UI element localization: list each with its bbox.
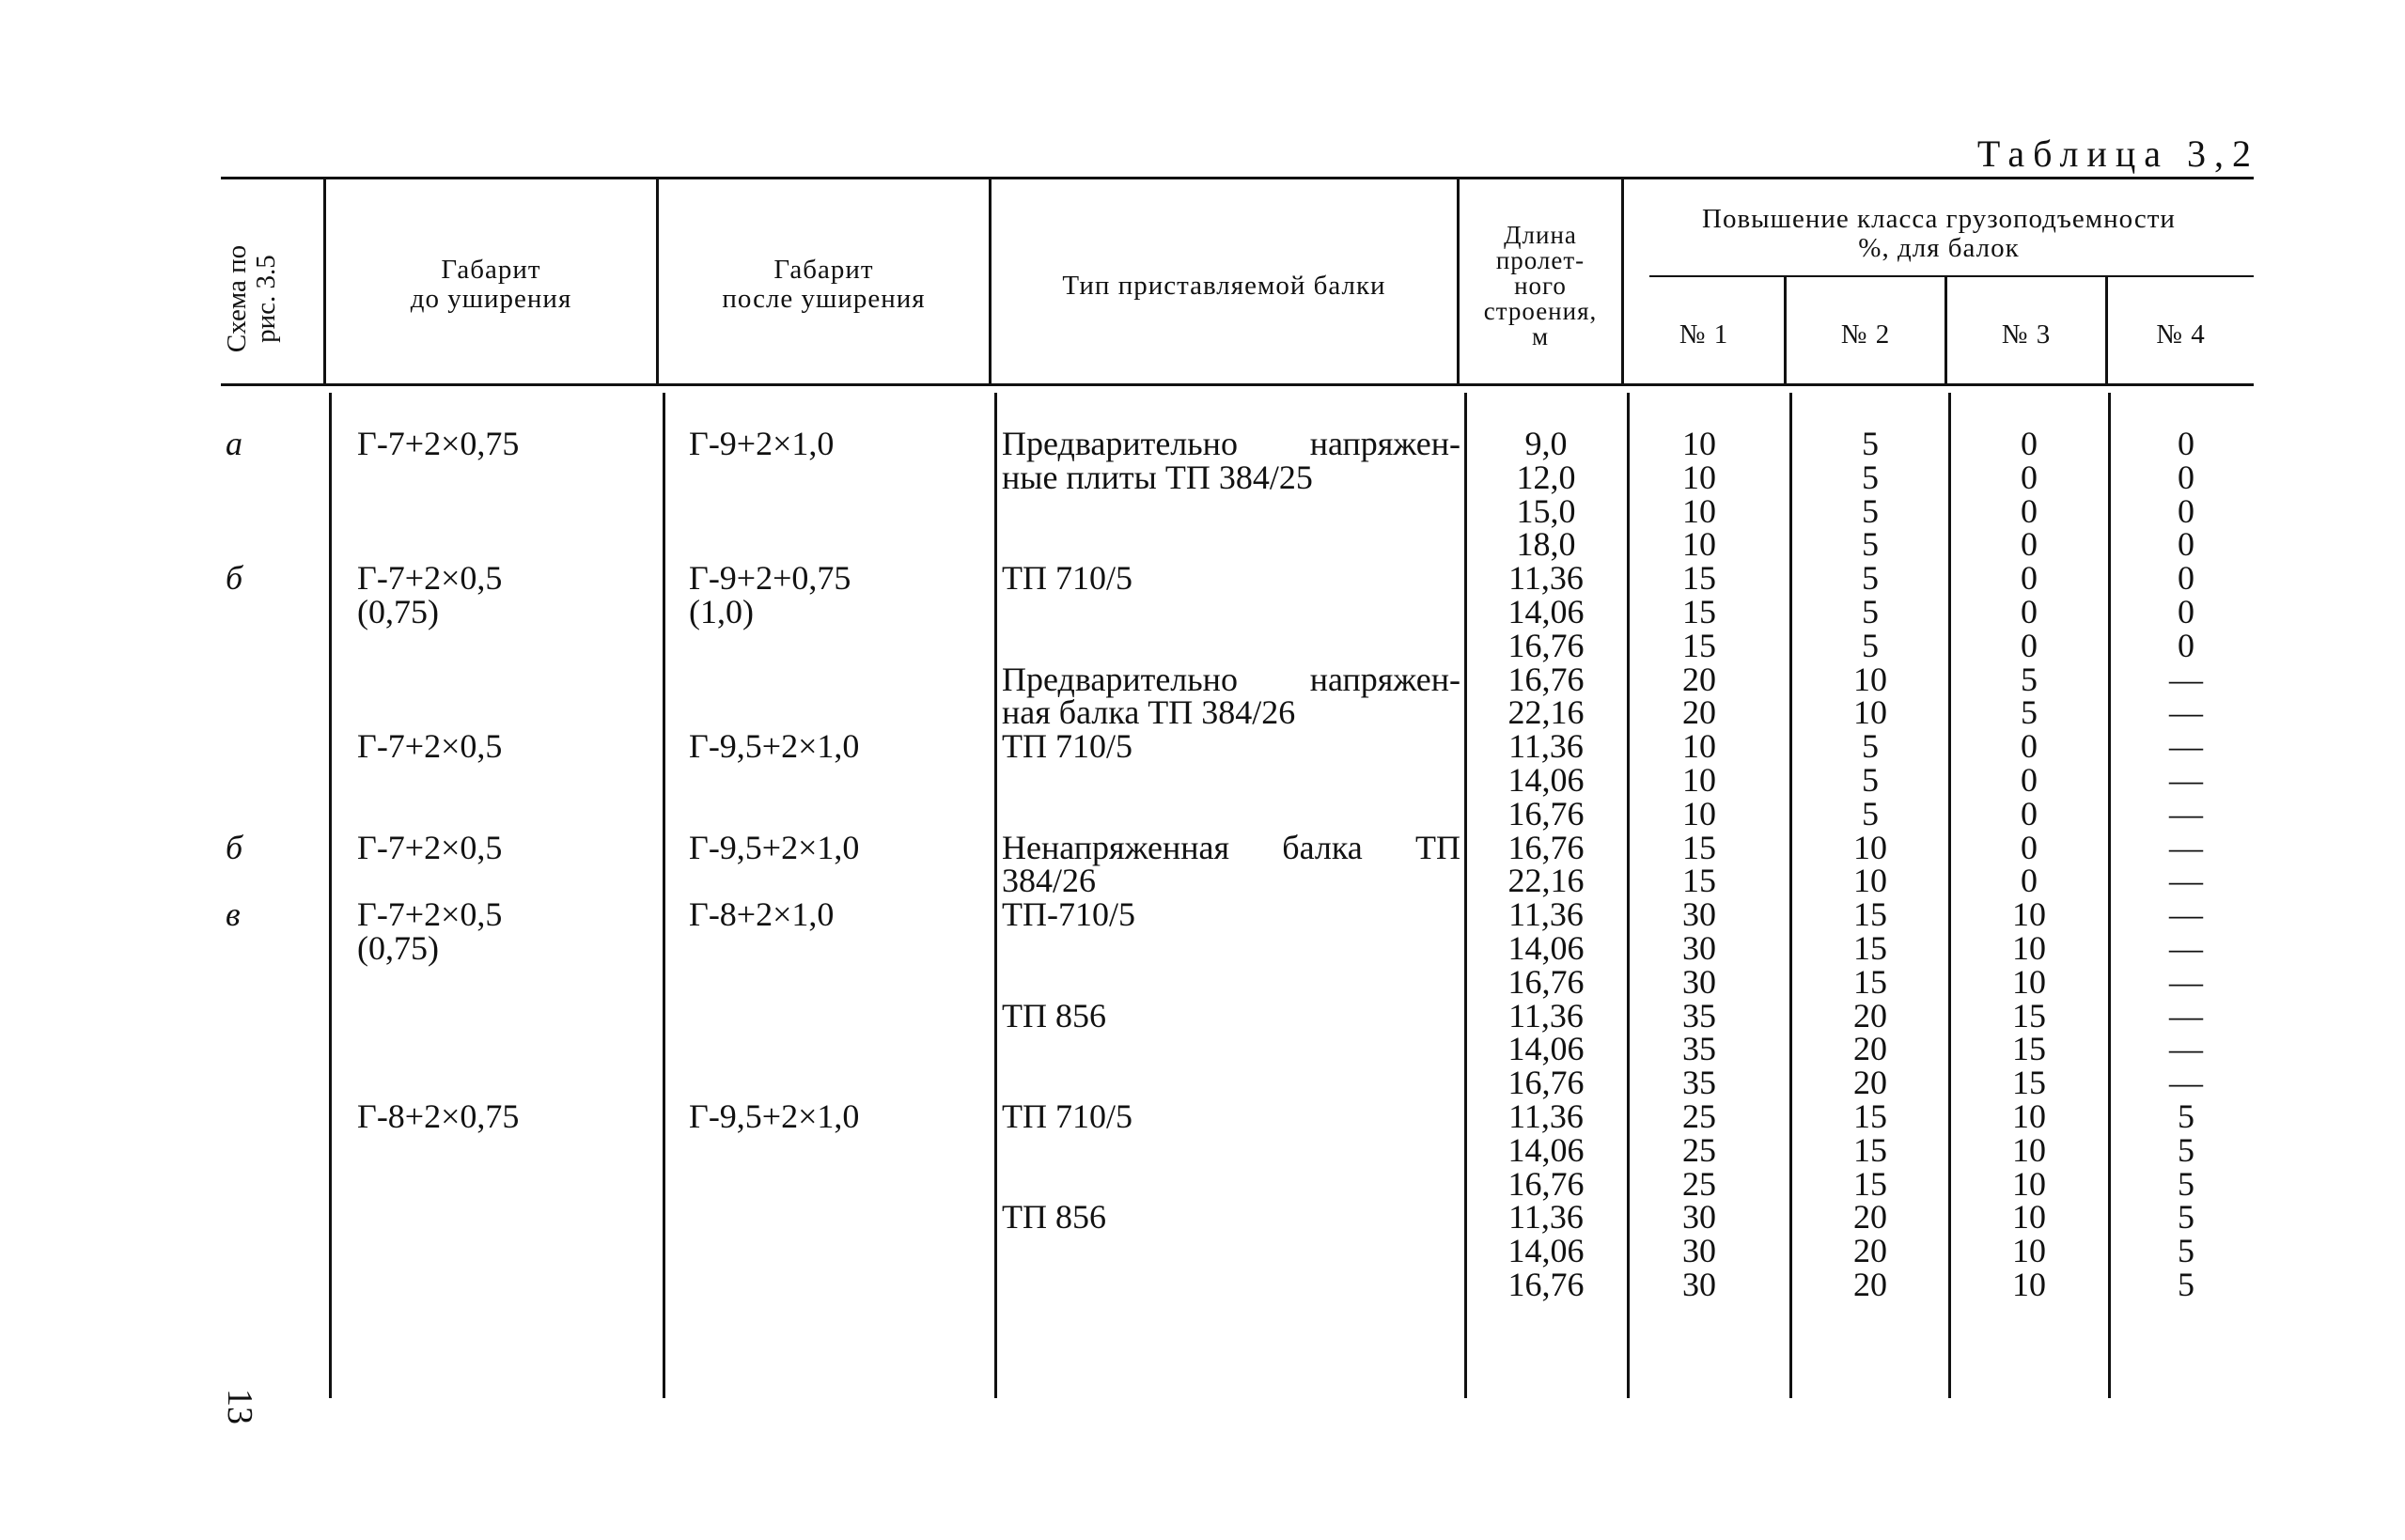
beam-n3-cell: 15	[2012, 1064, 2046, 1102]
beam-n2-cell: 5	[1862, 458, 1879, 496]
beam-n2-cell: 5	[1862, 593, 1879, 630]
beam-n1-cell: 35	[1682, 996, 1716, 1034]
beam-n2-cell: 10	[1853, 693, 1887, 732]
beam-n2-cell: 5	[1862, 761, 1879, 799]
beam-n3-cell: 0	[2021, 794, 2038, 832]
beam-n1-cell: 35	[1682, 1030, 1716, 1068]
beam-type-cell: ТП-710/5	[1002, 895, 1135, 934]
beam-type-cell: ные плиты ТП 384/25	[1002, 458, 1313, 496]
beam-n1-cell: 30	[1682, 962, 1716, 1001]
span-length-cell: 9,0	[1524, 425, 1568, 462]
beam-n4-cell: 5	[2178, 1266, 2194, 1303]
beam-n3-cell: 0	[2021, 559, 2038, 598]
beam-n2-cell: 20	[1853, 1198, 1887, 1237]
beam-n2-cell: 10	[1853, 660, 1887, 698]
beam-type-cell: ТП 710/5	[1002, 559, 1132, 598]
gabarit-after-cell: Г-9,5+2×1,0	[689, 828, 860, 866]
beam-n1-cell: 10	[1682, 525, 1716, 564]
span-length-cell: 16,76	[1507, 828, 1585, 866]
header-gabarit-after: Габарит после уширения	[722, 255, 926, 314]
beam-n2-cell: 20	[1853, 1030, 1887, 1068]
body-divider	[329, 393, 332, 1398]
beam-n3-cell: 10	[2012, 1164, 2046, 1203]
beam-type-cell: Предварительно напряжен-	[1002, 425, 1460, 462]
beam-n2-cell: 5	[1862, 727, 1879, 766]
scheme-cell: б	[226, 559, 243, 598]
beam-n2-cell: 15	[1853, 962, 1887, 1001]
beam-n3-cell: 0	[2021, 458, 2038, 496]
beam-n2-cell: 20	[1853, 1232, 1887, 1270]
gabarit-after-cell: Г-8+2×1,0	[689, 895, 835, 934]
gabarit-before-cell: Г-7+2×0,75	[357, 425, 520, 462]
beam-n2-cell: 5	[1862, 794, 1879, 832]
beam-n4-cell: 0	[2178, 593, 2194, 630]
beam-n2-cell: 5	[1862, 525, 1879, 564]
beam-n4-cell: —	[2169, 962, 2203, 1001]
span-length-cell: 14,06	[1507, 1232, 1585, 1270]
beam-type-cell: ТП 710/5	[1002, 727, 1132, 766]
beam-n3-cell: 10	[2012, 962, 2046, 1001]
beam-n1-cell: 10	[1682, 491, 1716, 530]
gabarit-before-cell: Г-7+2×0,5	[357, 895, 503, 934]
beam-n4-cell: 5	[2178, 1164, 2194, 1203]
gabarit-after-cell: Г-9+2+0,75	[689, 559, 851, 598]
table-title: Таблица 3,2	[1976, 132, 2259, 175]
gabarit-before-cell: Г-7+2×0,5	[357, 828, 503, 866]
beam-n1-cell: 30	[1682, 1198, 1716, 1237]
body-divider	[994, 393, 997, 1398]
header-gabarit-before: Габарит до уширения	[410, 255, 572, 314]
gabarit-before-cell: Г-7+2×0,5	[357, 559, 503, 598]
beam-n2-cell: 5	[1862, 559, 1879, 598]
span-length-cell: 14,06	[1507, 1130, 1585, 1169]
beam-n1-cell: 30	[1682, 1232, 1716, 1270]
header-beam-n3: № 3	[2001, 319, 2052, 350]
beam-n2-cell: 15	[1853, 1130, 1887, 1169]
span-length-cell: 16,76	[1507, 660, 1585, 698]
beam-n3-cell: 5	[2021, 660, 2038, 698]
header-beam-n4: № 4	[2156, 319, 2206, 350]
beam-n3-cell: 0	[2021, 727, 2038, 766]
span-length-cell: 11,36	[1508, 895, 1584, 934]
beam-n2-cell: 20	[1853, 996, 1887, 1034]
gabarit-before-cell: Г-7+2×0,5	[357, 727, 503, 766]
beam-type-cell: ТП 856	[1002, 1198, 1106, 1237]
beam-n4-cell: —	[2169, 693, 2203, 732]
span-length-cell: 15,0	[1516, 491, 1576, 530]
beam-n3-cell: 0	[2021, 761, 2038, 799]
span-length-cell: 14,06	[1507, 593, 1585, 630]
span-length-cell: 22,16	[1507, 693, 1585, 732]
beam-n1-cell: 25	[1682, 1164, 1716, 1203]
span-length-cell: 14,06	[1507, 1030, 1585, 1068]
beam-n4-cell: —	[2169, 761, 2203, 799]
scheme-cell: а	[226, 425, 242, 462]
beam-n4-cell: 0	[2178, 525, 2194, 564]
gabarit-after-cell: Г-9,5+2×1,0	[689, 1097, 860, 1135]
header-beam-n2: № 2	[1840, 319, 1891, 350]
beam-n1-cell: 25	[1682, 1130, 1716, 1169]
beam-n4-cell: 0	[2178, 458, 2194, 496]
beam-n1-cell: 15	[1682, 559, 1716, 598]
beam-n3-cell: 10	[2012, 1232, 2046, 1270]
beam-type-cell: ная балка ТП 384/26	[1002, 693, 1296, 732]
beam-n2-cell: 5	[1862, 491, 1879, 530]
beam-n1-cell: 25	[1682, 1097, 1716, 1135]
beam-n4-cell: 5	[2178, 1097, 2194, 1135]
span-length-cell: 12,0	[1516, 458, 1576, 496]
gabarit-before-cell: Г-8+2×0,75	[357, 1097, 520, 1135]
beam-n1-cell: 20	[1682, 660, 1716, 698]
span-length-cell: 11,36	[1508, 996, 1584, 1034]
beam-n2-cell: 15	[1853, 1097, 1887, 1135]
beam-n1-cell: 10	[1682, 794, 1716, 832]
beam-n3-cell: 10	[2012, 1097, 2046, 1135]
beam-n3-cell: 10	[2012, 895, 2046, 934]
span-length-cell: 16,76	[1507, 962, 1585, 1001]
beam-n3-cell: 10	[2012, 929, 2046, 967]
span-length-cell: 18,0	[1516, 525, 1576, 564]
beam-n4-cell: —	[2169, 660, 2203, 698]
beam-n2-cell: 20	[1853, 1064, 1887, 1102]
beam-n4-cell: —	[2169, 828, 2203, 866]
beam-n1-cell: 30	[1682, 895, 1716, 934]
span-length-cell: 16,76	[1507, 626, 1585, 664]
beam-n3-cell: 10	[2012, 1198, 2046, 1237]
beam-n4-cell: —	[2169, 929, 2203, 967]
span-length-cell: 14,06	[1507, 929, 1585, 967]
beam-n3-cell: 0	[2021, 525, 2038, 564]
span-length-cell: 11,36	[1508, 1198, 1584, 1237]
beam-n3-cell: 10	[2012, 1266, 2046, 1303]
beam-n3-cell: 15	[2012, 1030, 2046, 1068]
beam-n1-cell: 15	[1682, 862, 1716, 900]
beam-n2-cell: 15	[1853, 895, 1887, 934]
header-scheme	[223, 245, 281, 352]
beam-n4-cell: 5	[2178, 1198, 2194, 1237]
span-length-cell: 11,36	[1508, 559, 1584, 598]
beam-n1-cell: 10	[1682, 458, 1716, 496]
beam-n2-cell: 20	[1853, 1266, 1887, 1303]
beam-n4-cell: —	[2169, 996, 2203, 1034]
beam-n4-cell: —	[2169, 862, 2203, 900]
span-length-cell: 16,76	[1507, 1266, 1585, 1303]
beam-n3-cell: 5	[2021, 693, 2038, 732]
header-scheme-line: рис. 3.5	[251, 255, 281, 343]
header-beam-type: Тип приставляемой балки	[1062, 271, 1386, 301]
header-scheme-line: Схема по	[222, 244, 252, 353]
beam-n4-cell: —	[2169, 1064, 2203, 1102]
beam-n4-cell: 5	[2178, 1130, 2194, 1169]
page-number: 13	[220, 1389, 259, 1424]
beam-n3-cell: 10	[2012, 1130, 2046, 1169]
header-beam-n1: № 1	[1679, 319, 1729, 350]
beam-n4-cell: —	[2169, 895, 2203, 934]
beam-n4-cell: —	[2169, 794, 2203, 832]
header-span-length: Длина пролет- ного строения, м	[1483, 221, 1598, 350]
span-length-cell: 16,76	[1507, 794, 1585, 832]
beam-n1-cell: 10	[1682, 727, 1716, 766]
header-group-rule	[1649, 275, 2254, 277]
beam-n1-cell: 30	[1682, 1266, 1716, 1303]
beam-n3-cell: 0	[2021, 491, 2038, 530]
beam-n3-cell: 0	[2021, 862, 2038, 900]
gabarit-after-cell: Г-9,5+2×1,0	[689, 727, 860, 766]
beam-n1-cell: 15	[1682, 593, 1716, 630]
beam-n3-cell: 0	[2021, 593, 2038, 630]
beam-n1-cell: 15	[1682, 828, 1716, 866]
beam-n1-cell: 30	[1682, 929, 1716, 967]
span-length-cell: 11,36	[1508, 727, 1584, 766]
beam-type-cell: Предварительно напряжен-	[1002, 660, 1460, 698]
span-length-cell: 14,06	[1507, 761, 1585, 799]
scheme-cell: в	[226, 895, 241, 934]
beam-n3-cell: 0	[2021, 626, 2038, 664]
gabarit-after-cell: (1,0)	[689, 593, 754, 630]
span-length-cell: 22,16	[1507, 862, 1585, 900]
beam-n4-cell: 5	[2178, 1232, 2194, 1270]
beam-n1-cell: 20	[1682, 693, 1716, 732]
beam-n4-cell: —	[2169, 727, 2203, 766]
beam-n1-cell: 35	[1682, 1064, 1716, 1102]
top-rule	[221, 177, 2254, 179]
beam-n2-cell: 10	[1853, 828, 1887, 866]
scheme-cell: б	[226, 828, 243, 866]
beam-type-cell: ТП 710/5	[1002, 1097, 1132, 1135]
beam-n4-cell: —	[2169, 1030, 2203, 1068]
beam-n2-cell: 5	[1862, 626, 1879, 664]
beam-n2-cell: 15	[1853, 1164, 1887, 1203]
gabarit-before-cell: (0,75)	[357, 593, 439, 630]
beam-type-cell: ТП 856	[1002, 996, 1106, 1034]
header-bottom-rule	[221, 383, 2254, 386]
beam-n4-cell: 0	[2178, 626, 2194, 664]
beam-n2-cell: 10	[1853, 862, 1887, 900]
span-length-cell: 11,36	[1508, 1097, 1584, 1135]
body-divider	[663, 393, 665, 1398]
beam-n2-cell: 5	[1862, 425, 1879, 462]
span-length-cell: 16,76	[1507, 1064, 1585, 1102]
beam-n3-cell: 0	[2021, 828, 2038, 866]
beam-type-cell: 384/26	[1002, 862, 1097, 900]
beam-n4-cell: 0	[2178, 425, 2194, 462]
beam-n2-cell: 15	[1853, 929, 1887, 967]
beam-n1-cell: 10	[1682, 761, 1716, 799]
beam-n1-cell: 10	[1682, 425, 1716, 462]
beam-type-cell: Ненапряженная балка ТП	[1002, 828, 1460, 866]
beam-n3-cell: 15	[2012, 996, 2046, 1034]
beam-n4-cell: 0	[2178, 559, 2194, 598]
beam-n1-cell: 15	[1682, 626, 1716, 664]
beam-n4-cell: 0	[2178, 491, 2194, 530]
beam-n3-cell: 0	[2021, 425, 2038, 462]
gabarit-before-cell: (0,75)	[357, 929, 439, 967]
gabarit-after-cell: Г-9+2×1,0	[689, 425, 835, 462]
span-length-cell: 16,76	[1507, 1164, 1585, 1203]
header-increase-group: Повышение класса грузоподъемности %, для балок	[1702, 204, 2176, 263]
